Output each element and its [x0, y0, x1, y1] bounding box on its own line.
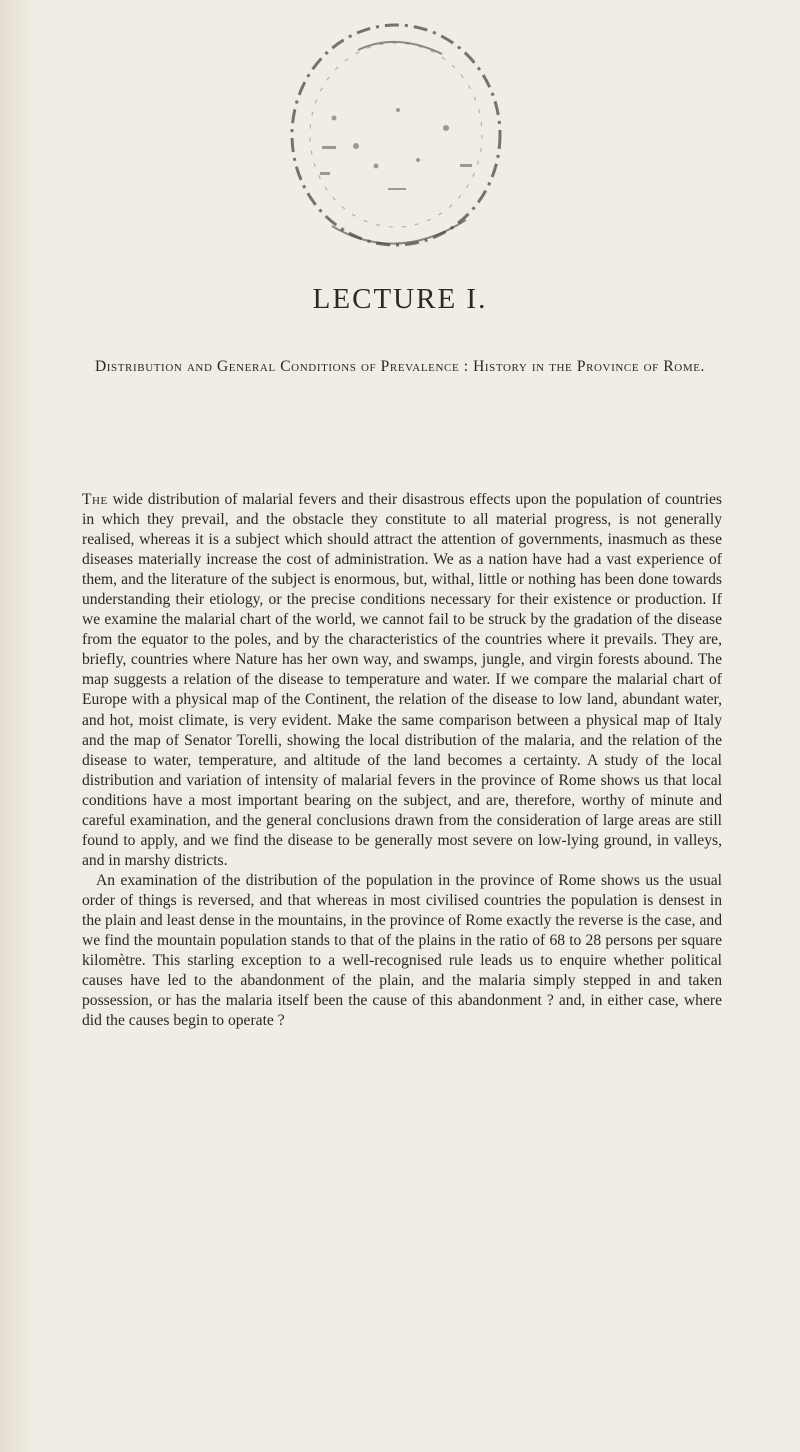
paragraph-1 — [82, 490, 722, 871]
lecture-body — [82, 490, 722, 1031]
paragraph-2-text: An examination of the distribution of the population in the province of Rome shows us the usual order of things is reversed, and that whereas in most civilised countries the population is densest in the plain and least dense in the mountains, in the province of Rome exactly the reverse is the case, and we find the mountain population stands to that of the plains in the ratio of 68 to 28 persons per square kilomètre. This starling exception to a well-recognised rule leads us to enquire whether political causes have led to the abandonment of the plain, and the malaria simply stepped in and taken possession, or has the malaria itself been the cause of this abandonment ? and, in either case, where did the causes begin to operate ? — [82, 871, 722, 1030]
lecture-title: LECTURE I. — [312, 283, 488, 315]
lecture-subtitle: Distribution and General Conditions of Prevalence : History in the Province of Rome. — [94, 358, 706, 375]
paragraph-2 — [82, 871, 722, 1031]
paragraph-1-text: wide distribution of malarial fevers and their disastrous effects upon the population of countries in which they prevail, and the obstacle they constitute to all material progress, is not generally realised, whereas it is a subject which should attract the attention of governments, inasmuch as these diseases materially increase the cost of administration. We as a nation have had a vast experience of them, and the literature of the subject is enormous, but, withal, little or nothing has been done towards understanding their etiology, or the precise conditions necessary for their existence or production. If we examine the malarial chart of the world, we cannot fail to be struck by the gradation of the disease from the equator to the poles, and by the characteristics of the countries where it prevails. They are, briefly, countries where Nature has her own way, and swamps, jungle, and virgin forests abound. The map suggests a relation of the disease to temperature and water. If we compare the malarial chart of Europe with a physical map of the Continent, the relation of the disease to low land, abundant water, and hot, moist climate, is very evident. Make the same comparison between a physical map of Italy and the map of Senator Torelli, showing the local distribution of the malaria, and the relation of the disease to water, temperature, and altitude of the land becomes a certainty. A study of the local distribution and variation of intensity of malarial fevers in the province of Rome shows us that local conditions have a most important bearing on the subject, and are, therefore, worthy of minute and careful examination, and the general conclusions drawn from the consideration of large areas are still found to apply, and we find the disease to be generally most severe on low-lying ground, in valleys, and in marshy districts. — [82, 491, 722, 869]
page-edge-shadow — [0, 0, 34, 1452]
paragraph-lead-word: The — [82, 491, 108, 508]
library-stamp — [272, 14, 524, 260]
